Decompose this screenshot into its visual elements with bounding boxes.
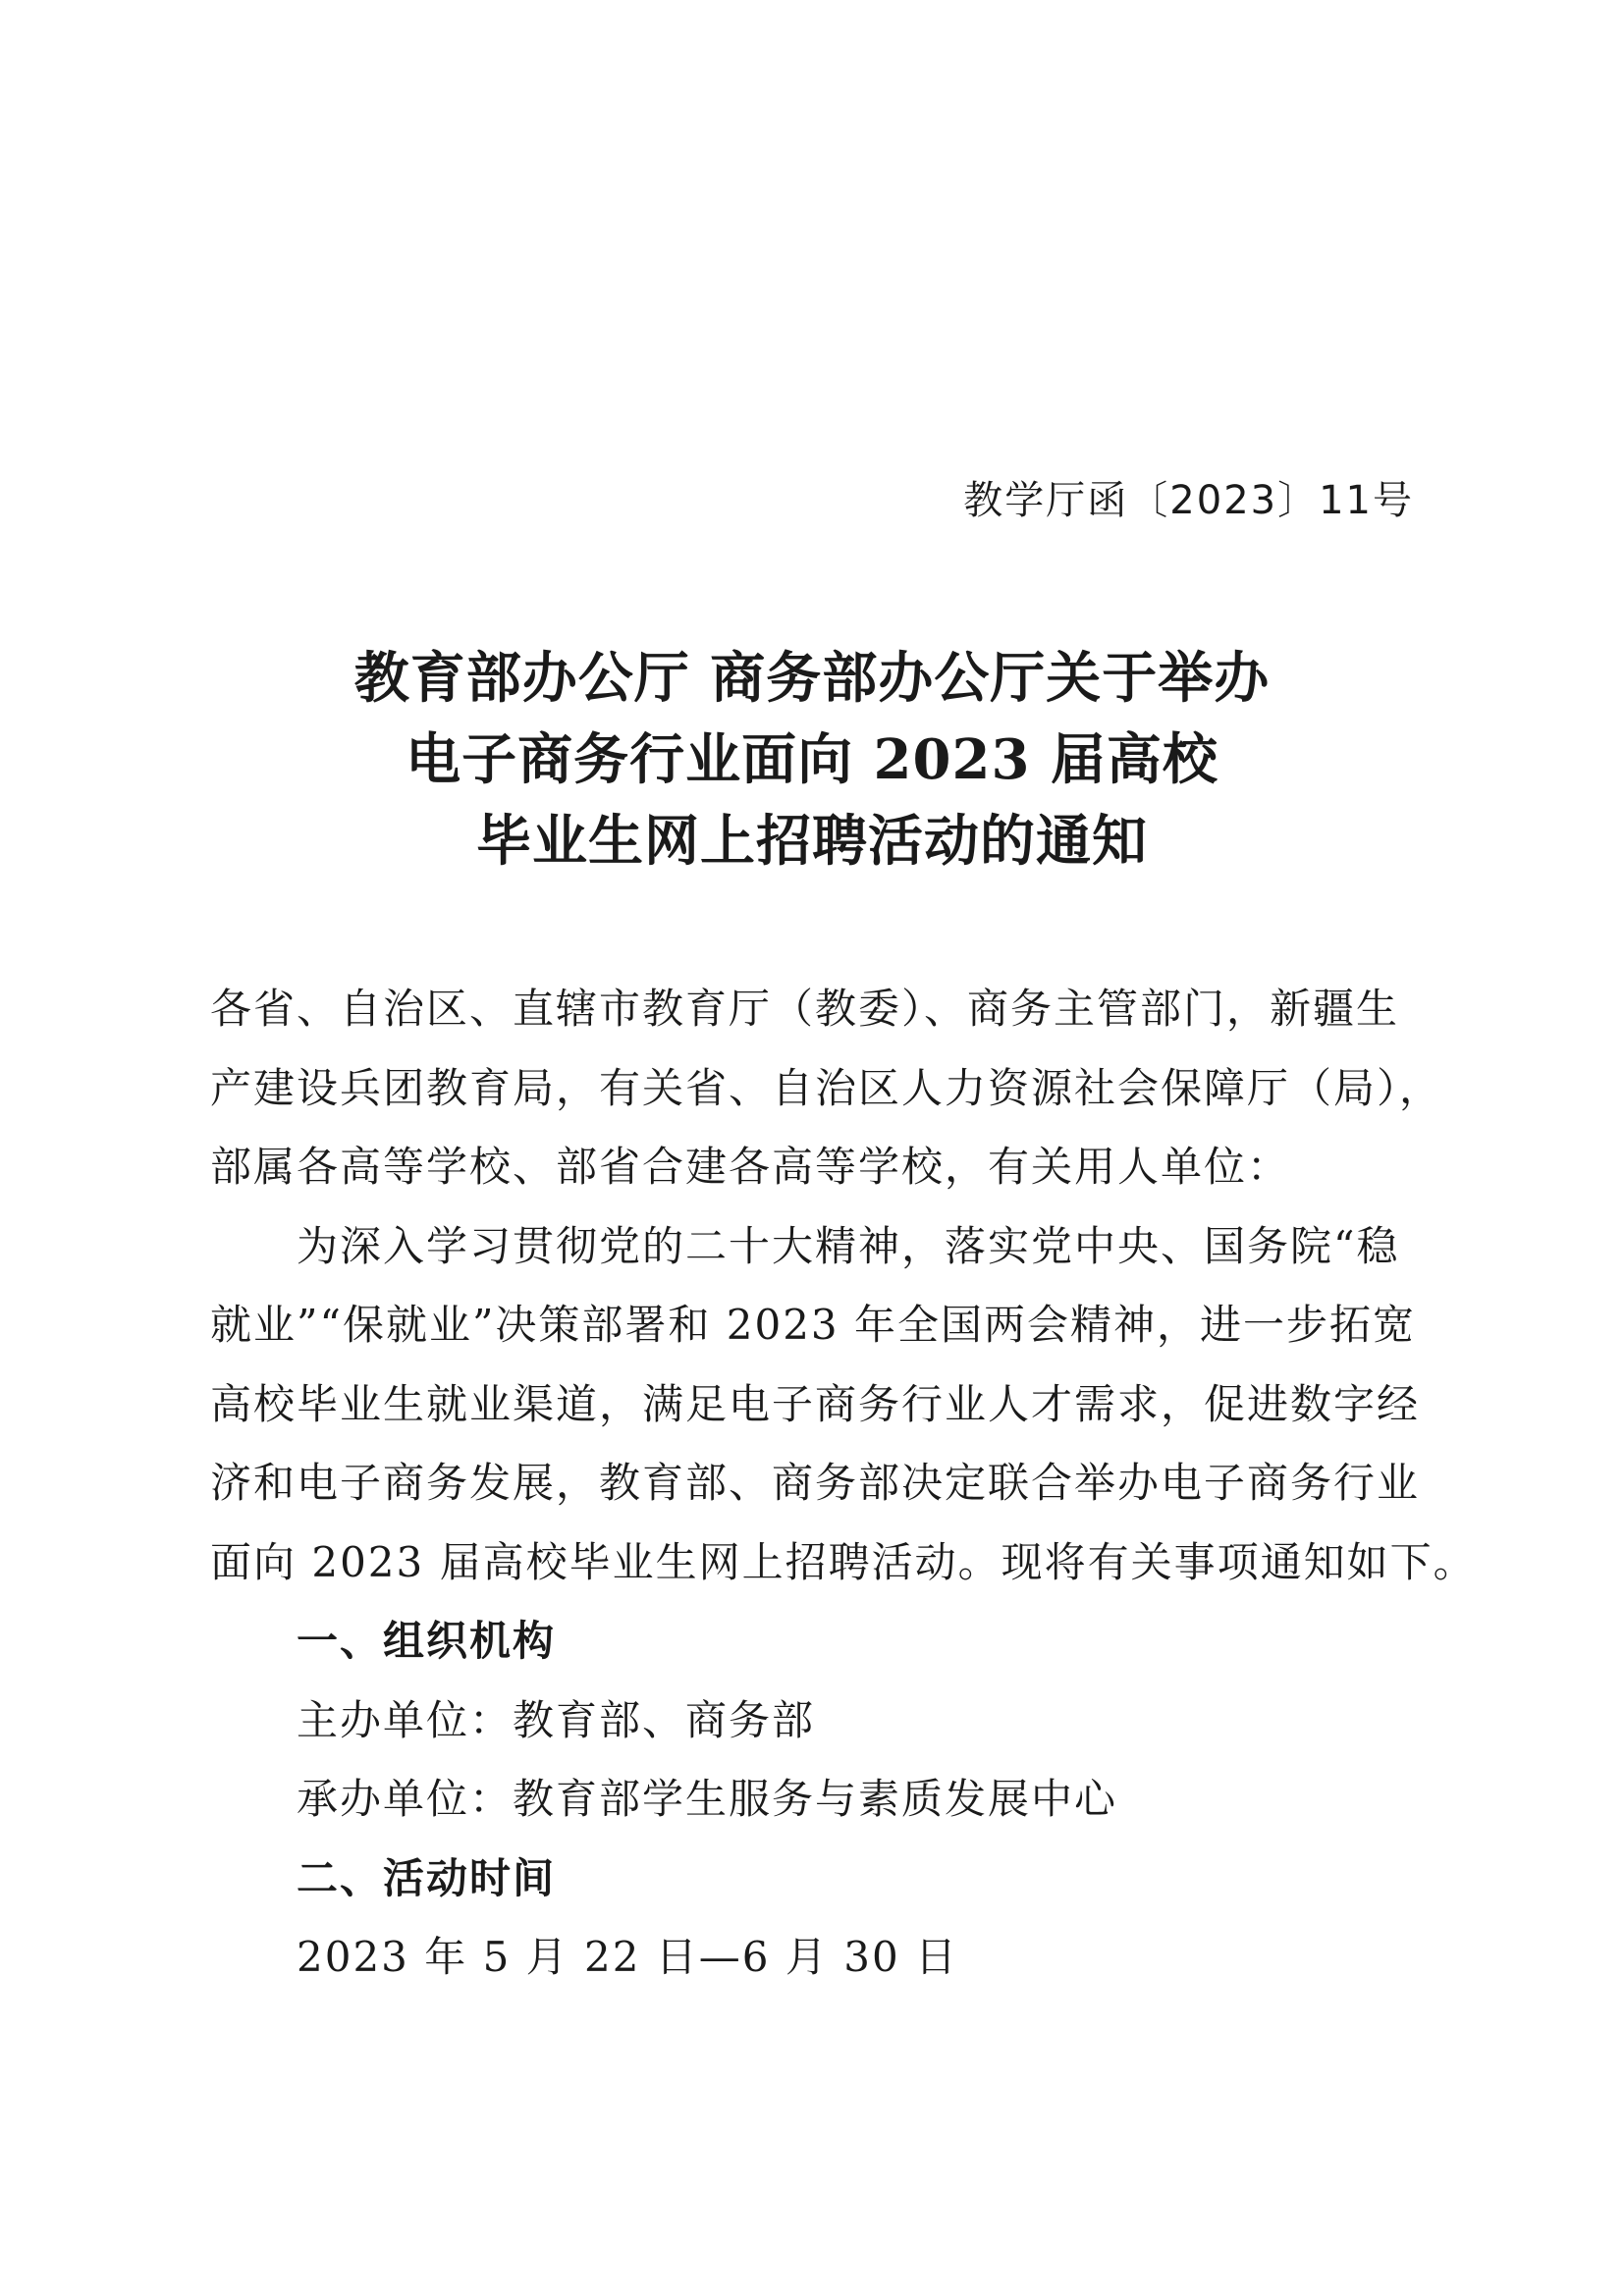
title-line-3: 毕业生网上招聘活动的通知 — [476, 809, 1148, 874]
document-number: 教学厅函〔2023〕11号 — [963, 478, 1414, 523]
addressee-line-2: 产建设兵团教育局，有关省、自治区人力资源社会保障厅（局）， — [210, 1063, 1443, 1112]
document-title — [196, 638, 1428, 882]
organizer-unit: 承办单位：教育部学生服务与素质发展中心 — [297, 1775, 1118, 1823]
title-line-1: 教育部办公厅 商务部办公厅关于举办 — [353, 646, 1271, 711]
host-unit: 主办单位：教育部、商务部 — [297, 1695, 816, 1744]
addressee-line-3: 部属各高等学校、部省合建各高等学校，有关用人单位： — [210, 1143, 1291, 1191]
document-body — [210, 970, 1477, 1998]
intro-line-3: 高校毕业生就业渠道，满足电子商务行业人才需求，促进数字经 — [210, 1379, 1421, 1428]
intro-line-4: 济和电子商务发展，教育部、商务部决定联合举办电子商务行业 — [210, 1459, 1421, 1507]
addressee-line-1: 各省、自治区、直辖市教育厅（教委）、商务主管部门，新疆生 — [210, 985, 1400, 1033]
section-1-heading: 一、组织机构 — [297, 1617, 557, 1665]
intro-line-5: 面向 2023 届高校毕业生网上招聘活动。现将有关事项通知如下。 — [210, 1537, 1477, 1586]
intro-line-2: 就业”“保就业”决策部署和 2023 年全国两会精神，进一步拓宽 — [210, 1301, 1417, 1349]
intro-line-1: 为深入学习贯彻党的二十大精神，落实党中央、国务院“稳 — [297, 1221, 1400, 1270]
title-line-2: 电子商务行业面向 2023 届高校 — [406, 727, 1218, 792]
activity-dates: 2023 年 5 月 22 日—6 月 30 日 — [297, 1933, 959, 1981]
section-2-heading: 二、活动时间 — [297, 1853, 557, 1902]
